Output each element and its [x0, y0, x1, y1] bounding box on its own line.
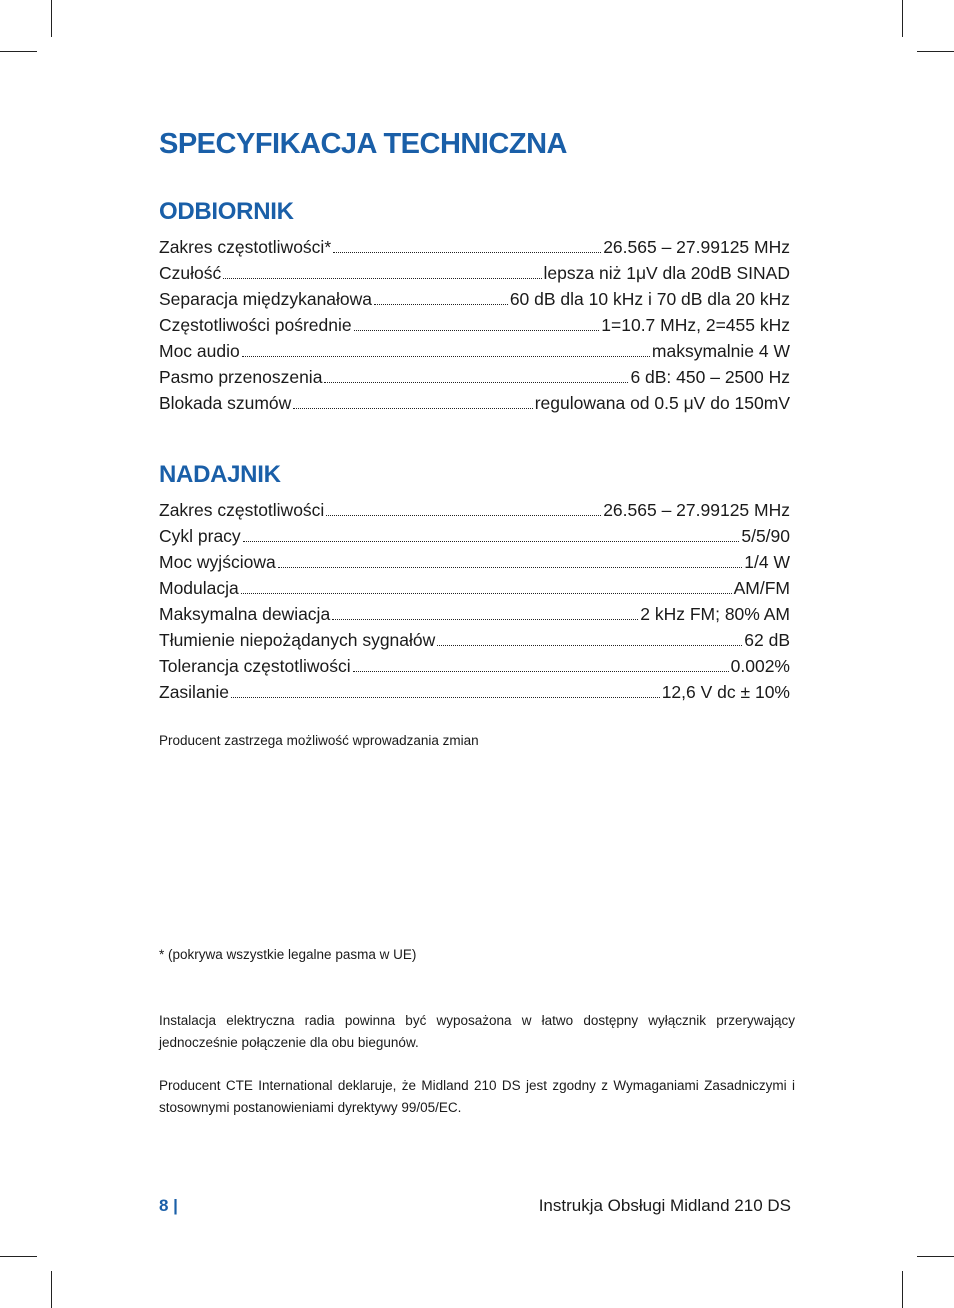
dot-leader: [324, 381, 628, 383]
page-number: 8 |: [159, 1196, 178, 1215]
spec-row: [159, 234, 790, 260]
spec-row: [159, 653, 790, 679]
spec-label: Maksymalna dewiacja: [159, 604, 331, 624]
spec-row: [159, 312, 790, 338]
spec-value: 0.002%: [730, 656, 790, 676]
spec-value: 60 dB dla 10 kHz i 70 dB dla 20 kHz: [509, 289, 790, 309]
spec-value: 1/4 W: [744, 552, 790, 572]
dot-leader: [354, 329, 600, 331]
receiver-heading: ODBIORNIK: [159, 198, 294, 225]
spec-row: [159, 364, 790, 390]
spec-row: [159, 390, 790, 416]
spec-row: [159, 627, 790, 653]
spec-value: regulowana od 0.5 μV do 150mV: [534, 393, 790, 413]
spec-row: [159, 286, 790, 312]
spec-label: Moc wyjściowa: [159, 552, 276, 572]
crop-mark: [917, 1256, 954, 1257]
spec-label: Zasilanie: [159, 682, 230, 702]
spec-row: [159, 549, 790, 575]
spec-value: AM/FM: [733, 578, 790, 598]
installation-note: Instalacja elektryczna radia powinna być wyposażona w łatwo dostępny wyłącznik przerywający jednocześnie połączenie dla obu biegunów.: [159, 1013, 795, 1050]
spec-value: 12,6 V dc ± 10%: [661, 682, 790, 702]
dot-leader: [437, 644, 742, 646]
receiver-spec-list: [159, 234, 790, 416]
spec-row: [159, 601, 790, 627]
spec-label: Tolerancja częstotliwości: [159, 656, 351, 676]
spec-value: 26.565 – 27.99125 MHz: [603, 237, 790, 257]
dot-leader: [243, 540, 740, 542]
spec-label: Cykl pracy: [159, 526, 241, 546]
transmitter-spec-list: [159, 497, 790, 705]
document-title: Instrukja Obsługi Midland 210 DS: [538, 1196, 791, 1215]
dot-leader: [326, 514, 601, 516]
spec-label: Częstotliwości pośrednie: [159, 315, 352, 335]
spec-value: 62 dB: [744, 630, 790, 650]
dot-leader: [231, 696, 660, 698]
spec-value: lepsza niż 1μV dla 20dB SINAD: [543, 263, 790, 283]
spec-row: [159, 523, 790, 549]
crop-mark: [902, 0, 903, 37]
dot-leader: [333, 251, 601, 253]
spec-value: maksymalnie 4 W: [651, 341, 790, 361]
dot-leader: [353, 670, 729, 672]
spec-label: Moc audio: [159, 341, 240, 361]
crop-mark: [0, 51, 37, 52]
crop-mark: [902, 1271, 903, 1308]
spec-row: [159, 338, 790, 364]
spec-label: Pasmo przenoszenia: [159, 367, 323, 387]
spec-label: Modulacja: [159, 578, 239, 598]
dot-leader: [293, 407, 532, 409]
spec-value: 2 kHz FM; 80% AM: [640, 604, 790, 624]
spec-label: Czułość: [159, 263, 222, 283]
spec-value: 5/5/90: [741, 526, 790, 546]
dot-leader: [332, 618, 638, 620]
transmitter-heading: NADAJNIK: [159, 461, 281, 488]
crop-mark: [51, 1271, 52, 1308]
crop-mark: [51, 0, 52, 37]
spec-label: Zakres częstotliwości: [159, 500, 325, 520]
dot-leader: [278, 566, 743, 568]
dot-leader: [242, 355, 650, 357]
dot-leader: [223, 277, 541, 279]
crop-mark: [0, 1256, 37, 1257]
page-footer: [159, 1196, 791, 1216]
spec-label: Blokada szumów: [159, 393, 292, 413]
footnote: * (pokrywa wszystkie legalne pasma w UE): [159, 947, 417, 962]
spec-label: Tłumienie niepożądanych sygnałów: [159, 630, 436, 650]
dot-leader: [241, 592, 732, 594]
page-title: SPECYFIKACJA TECHNICZNA: [159, 128, 567, 160]
spec-row: [159, 575, 790, 601]
spec-row: [159, 260, 790, 286]
disclaimer: Producent zastrzega możliwość wprowadzania zmian: [159, 733, 479, 748]
spec-label: Separacja międzykanałowa: [159, 289, 373, 309]
spec-value: 6 dB: 450 – 2500 Hz: [630, 367, 790, 387]
conformity-declaration: Producent CTE International deklaruje, że Midland 210 DS jest zgodny z Wymaganiami Zasadniczymi i stosownymi postanowieniami dyrektywy 99/05/EC.: [159, 1078, 795, 1115]
spec-value: 26.565 – 27.99125 MHz: [603, 500, 790, 520]
spec-row: [159, 679, 790, 705]
spec-value: 1=10.7 MHz, 2=455 kHz: [601, 315, 790, 335]
spec-label: Zakres częstotliwości*: [159, 237, 332, 257]
crop-mark: [917, 51, 954, 52]
spec-row: [159, 497, 790, 523]
dot-leader: [374, 303, 508, 305]
